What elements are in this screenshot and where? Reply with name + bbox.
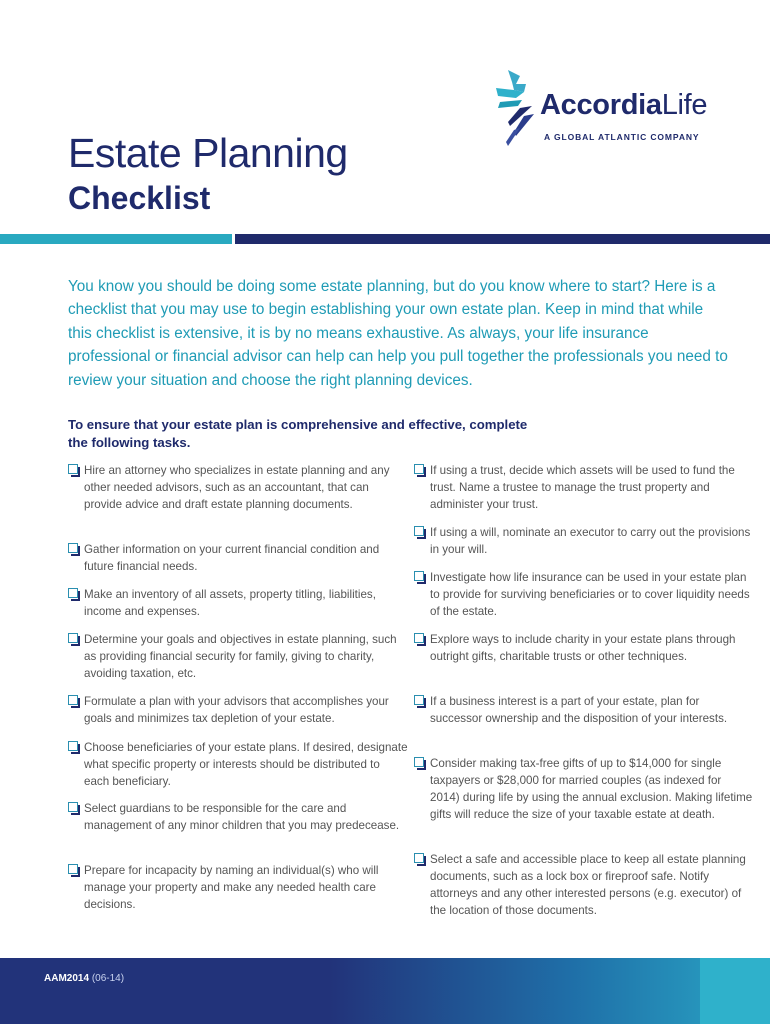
checkbox-icon[interactable] xyxy=(414,633,424,643)
form-code-number: AAM2014 xyxy=(44,973,90,984)
form-code xyxy=(44,973,124,984)
form-code-date: (06-14) xyxy=(91,973,125,984)
task-heading: To ensure that your estate plan is comprehensive and effective, complete the following tasks. xyxy=(68,417,528,450)
page-title: Estate Planning xyxy=(68,130,348,176)
checklist-item xyxy=(414,569,754,620)
checklist-item xyxy=(68,800,408,834)
checkbox-icon[interactable] xyxy=(68,588,78,598)
checkbox-icon[interactable] xyxy=(414,526,424,536)
checklist-item xyxy=(414,693,754,727)
checklist-item-text: Gather information on your current financial condition and future financial needs. xyxy=(84,543,380,573)
checklist-item xyxy=(414,755,754,823)
checklist-item-text: Prepare for incapacity by naming an individual(s) who will manage your property and make any needed health care decisions. xyxy=(84,864,379,911)
divider-navy-segment xyxy=(235,234,770,244)
checklist-item xyxy=(414,524,754,558)
checkbox-icon[interactable] xyxy=(68,543,78,553)
checklist-item-text: Determine your goals and objectives in estate planning, such as providing financial security for family, giving to charity, avoiding taxation, etc. xyxy=(84,633,397,680)
intro-paragraph: You know you should be doing some estate planning, but do you know where to start? Here is a checklist that you may use to begin establishing your own estate plan. Keep in mind that while this checklist is extensive, it is by no means exhaustive. As always, your life insurance professional or financial advisor can help can help you pull together the professionals you need to review your situation and choose the right planning devices. xyxy=(68,278,728,389)
checklist-item-text: Hire an attorney who specializes in estate planning and any other needed advisors, such as an accountant, that can provide advice and draft estate planning documents. xyxy=(84,464,390,511)
checklist-item xyxy=(414,462,754,513)
checkbox-icon[interactable] xyxy=(414,695,424,705)
checklist-item-text: If using a trust, decide which assets will be used to fund the trust. Name a trustee to manage the trust property and administer your trust. xyxy=(430,464,735,511)
checklist-item xyxy=(68,739,408,790)
checklist-item-text: Select guardians to be responsible for the care and management of any minor children that you may predecease. xyxy=(84,802,400,832)
checklist-item-text: Explore ways to include charity in your estate plans through outright gifts, charitable trusts or other techniques. xyxy=(430,633,736,663)
logo-tagline: A GLOBAL ATLANTIC COMPANY xyxy=(544,132,700,142)
checklist-item xyxy=(68,462,408,513)
company-logo xyxy=(494,70,729,150)
checklist-item xyxy=(68,862,408,913)
checklist-item-text: If using a will, nominate an executor to carry out the provisions in your will. xyxy=(430,526,751,556)
checkbox-icon[interactable] xyxy=(414,571,424,581)
checklist-item-text: Choose beneficiaries of your estate plans. If desired, designate what specific property or interests should be distributed to each beneficiary. xyxy=(84,741,408,788)
checkbox-icon[interactable] xyxy=(414,464,424,474)
checklist-item-text: Consider making tax-free gifts of up to $14,000 for single taxpayers or $28,000 for married couples (as indexed for 2014) during life by using the annual exclusion. Making lifetime gifts will reduce the size of your taxable estate at death. xyxy=(430,757,753,821)
logo-word-bold: Accordia xyxy=(540,89,662,121)
checklist-item xyxy=(414,851,754,919)
page-subtitle: Checklist xyxy=(68,180,211,216)
checklist-item-text: Investigate how life insurance can be used in your estate plan to provide for surviving beneficiaries or to cover liquidity needs of the estate. xyxy=(430,571,750,618)
page-footer xyxy=(0,958,770,1024)
checkbox-icon[interactable] xyxy=(414,853,424,863)
checkbox-icon[interactable] xyxy=(68,864,78,874)
checklist-item xyxy=(68,693,408,727)
checklist-item-text: Make an inventory of all assets, property titling, liabilities, income and expenses. xyxy=(84,588,376,618)
checklist-item xyxy=(414,631,754,665)
checkbox-icon[interactable] xyxy=(68,633,78,643)
checkbox-icon[interactable] xyxy=(68,464,78,474)
checklist-item-text: Formulate a plan with your advisors that accomplishes your goals and minimizes tax depletion of your estate. xyxy=(84,695,389,725)
checklist-item-text: If a business interest is a part of your estate, plan for successor ownership and the disposition of your interests. xyxy=(430,695,728,725)
checkbox-icon[interactable] xyxy=(68,802,78,812)
checkbox-icon[interactable] xyxy=(68,741,78,751)
checklist-item xyxy=(68,586,408,620)
checklist-item-text: Select a safe and accessible place to keep all estate planning documents, such as a lock box or fireproof safe. Notify attorneys and any other interested persons (e.g. executor) of the location of those documents. xyxy=(430,853,746,917)
accordia-logo-mark-icon xyxy=(494,70,536,146)
header-divider-bar xyxy=(0,234,770,244)
checkbox-icon[interactable] xyxy=(414,757,424,767)
checklist-item xyxy=(68,541,408,575)
logo-wordmark xyxy=(540,90,707,120)
footer-teal-band xyxy=(700,958,770,1024)
divider-teal-segment xyxy=(0,234,232,244)
checkbox-icon[interactable] xyxy=(68,695,78,705)
checklist-item xyxy=(68,631,408,682)
logo-word-light: Life xyxy=(661,89,708,121)
